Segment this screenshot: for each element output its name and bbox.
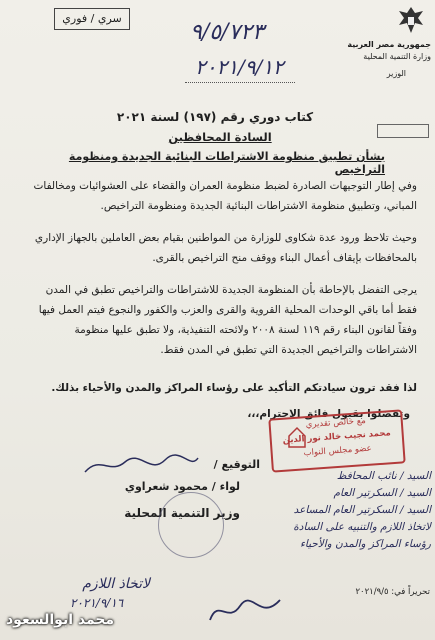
signatory-title: وزير التنمية المحلية	[124, 506, 240, 520]
stamp-line-2: محمد نجيب خالد نور الدين	[282, 428, 392, 446]
note-heads-of-centers: رؤساء المراكز والمدن والأحياء	[299, 538, 431, 550]
ministry-line-name: وزارة التنمية المحلية	[363, 52, 431, 61]
note-secretary-general: السيد / السكرتير العام	[333, 487, 431, 499]
handwritten-instruction: لاتخاذ اللازم	[82, 576, 150, 592]
stamp-line-1: مع خالص تقديري	[305, 415, 367, 431]
subject-line: بشأن تطبيق منظومة الاشتراطات البنائية الجديدة ومنظومة التراخيص	[68, 150, 385, 176]
eagle-emblem-icon	[396, 5, 426, 37]
footer-signature-icon	[200, 592, 290, 628]
reference-number-handwritten: ٩/٥/٧٢٣	[190, 20, 264, 45]
classification-label: سري / فوري	[54, 8, 130, 30]
note-take-action: لاتخاذ اللازم والتنبيه على السادة	[293, 521, 431, 533]
header-rule	[185, 82, 295, 83]
ministry-line-minister: الوزير	[386, 69, 406, 78]
note-deputy-governor: السيد / نائب المحافظ	[336, 470, 431, 482]
handwritten-footer-date: ٢٠٢١/٩/١٦	[70, 596, 124, 610]
stamp-line-3: عضو مجلس النواب	[303, 443, 373, 459]
issue-date: تحريراً في: ٢٠٢١/٩/٥	[355, 587, 430, 597]
archive-stamp	[377, 124, 429, 138]
stamp-building-icon	[288, 426, 306, 448]
paragraph-instruction: يرجى التفضل بالإحاطة بأن المنظومة الجديدة للاشتراطات والتراخيص تطبق في المدن فقط أما باقي الوحدات المحلية القروية والقرى والعزب والكفور والنجوع فيتم العمل فيها وفقاً لقانون البناء رقم ١١٩ لسنة ٢٠٠٨ ولائحته التنفيذية، ولا تطبق عليها منظومة الاشتراطات والتراخيص الجديدة التي تطبق في المدن فقط.	[38, 284, 417, 356]
closing-line: وتفضلوا بقبول فائق الاحترام،،،	[247, 408, 410, 420]
note-assistant-secretary: السيد / السكرتير العام المساعد	[293, 504, 431, 516]
watermark-text: محمد ابوالسعود	[6, 612, 115, 628]
signature-label: التوقيع /	[213, 458, 260, 471]
letter-title: كتاب دوري رقم (١٩٧) لسنة ٢٠٢١	[116, 110, 314, 124]
signatory-name: لواء / محمود شعراوي	[124, 480, 240, 493]
signature-scribble	[80, 450, 200, 480]
date-handwritten: ٢٠٢١/٩/١٢	[195, 55, 284, 79]
paragraph-intro: وفي إطار التوجيهات الصادرة لضبط منظومة العمران والقضاء على العشوائيات ومخالفات المباني، وتطبيق منظومة الاشتراطات البنائية الجديدة ومنظومة التراخيص.	[33, 180, 417, 212]
addressee: السادة المحافظين	[168, 130, 272, 144]
ministry-line-country: جمهورية مصر العربية	[347, 40, 431, 49]
paragraph-directive: لذا فقد ترون سيادتكم التأكيد على رؤساء المراكز والمدن والأحياء بذلك.	[51, 382, 417, 394]
paragraph-complaints: وحيث تلاحظ ورود عدة شكاوى للوزارة من المواطنين بقيام بعض العاملين بالجهاز الإداري بالمحافظات بإيقاف أعمال البناء ووقف منح التراخيص بالقرى.	[34, 232, 417, 264]
